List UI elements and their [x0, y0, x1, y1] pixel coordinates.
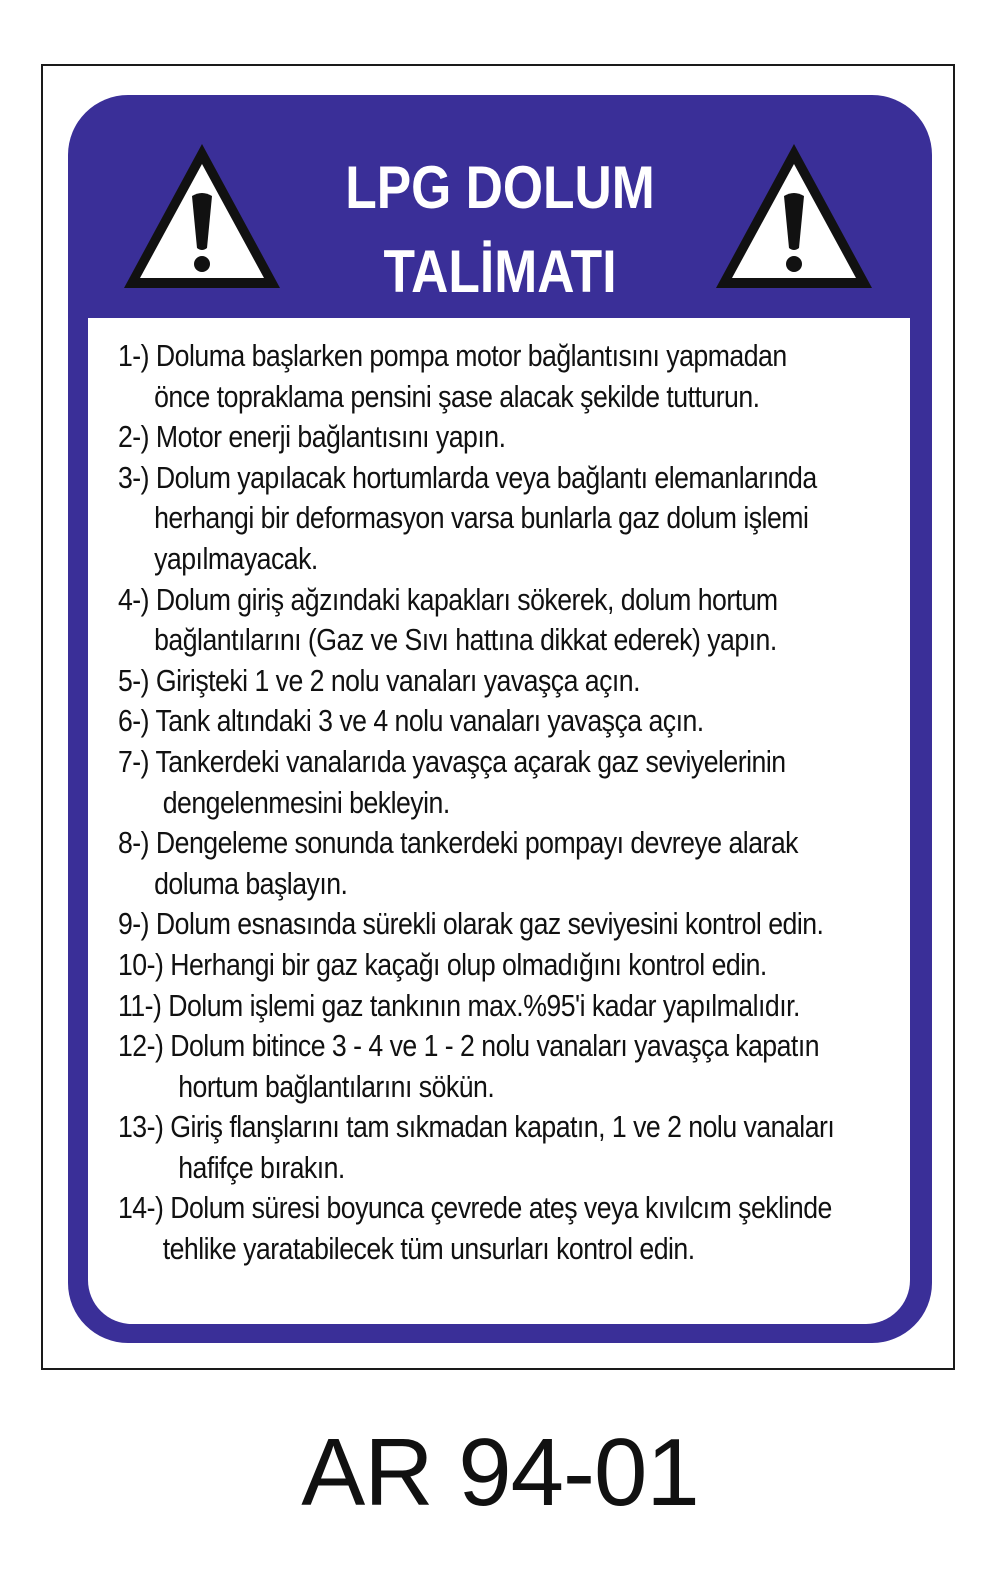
sign-title [294, 146, 707, 314]
instruction-line: 1-) Doluma başlarken pompa motor bağlantısını yapmadan [118, 338, 787, 373]
instruction-line: 7-) Tankerdeki vanalarıda yavaşça açarak gaz seviyelerinin [118, 743, 786, 779]
instruction-line: hafifçe bırakın. [178, 1149, 345, 1185]
instruction-line: 4-) Dolum giriş ağzındaki kapakları sökerek, dolum hortum [118, 581, 778, 617]
instruction-line: hortum bağlantılarını sökün. [178, 1068, 495, 1104]
sign-title-line-2: TALİMATI [383, 238, 617, 305]
instruction-line: 11-) Dolum işlemi gaz tankının max.%95'i kadar yapılmalıdır. [118, 987, 800, 1023]
instruction-line: 8-) Dengeleme sonunda tankerdeki pompayı devreye alarak [118, 825, 799, 861]
instruction-line: 10-) Herhangi bir gaz kaçağı olup olmadığını kontrol edin. [118, 946, 767, 982]
instruction-line: herhangi bir deformasyon varsa bunlarla gaz dolum işlemi [154, 500, 809, 536]
instruction-line: dengelenmesini bekleyin. [162, 784, 450, 820]
instruction-line: bağlantılarını (Gaz ve Sıvı hattına dikkat ederek) yapın. [154, 622, 777, 658]
instruction-line: tehlike yaratabilecek tüm unsurları kontrol edin. [162, 1231, 695, 1267]
instructions-list [118, 336, 918, 1270]
instruction-line: 6-) Tank altındaki 3 ve 4 nolu vanaları yavaşça açın. [118, 703, 704, 739]
instruction-line: 3-) Dolum yapılacak hortumlarda veya bağlantı elemanlarında [118, 459, 817, 495]
instruction-line: önce topraklama pensini şase alacak şekilde tutturun. [154, 378, 760, 414]
warning-triangle-icon [120, 140, 284, 292]
instruction-line: 5-) Girişteki 1 ve 2 nolu vanaları yavaşça açın. [118, 662, 641, 698]
warning-triangle-icon [712, 140, 876, 292]
instruction-line: doluma başlayın. [154, 865, 348, 901]
sign-title-line-1: LPG DOLUM [345, 154, 655, 221]
instruction-line: yapılmayacak. [154, 540, 318, 576]
instruction-line: 12-) Dolum bitince 3 - 4 ve 1 - 2 nolu vanaları yavaşça kapatın [118, 1028, 820, 1064]
product-code: AR 94-01 [301, 1419, 699, 1526]
instruction-line: 13-) Giriş flanşlarını tam sıkmadan kapatın, 1 ve 2 nolu vanaları [118, 1109, 835, 1145]
instruction-line: 9-) Dolum esnasında sürekli olarak gaz seviyesini kontrol edin. [118, 906, 824, 942]
instruction-line: 2-) Motor enerji bağlantısını yapın. [118, 419, 506, 455]
instruction-line: 14-) Dolum süresi boyunca çevrede ateş veya kıvılcım şeklinde [118, 1190, 832, 1226]
